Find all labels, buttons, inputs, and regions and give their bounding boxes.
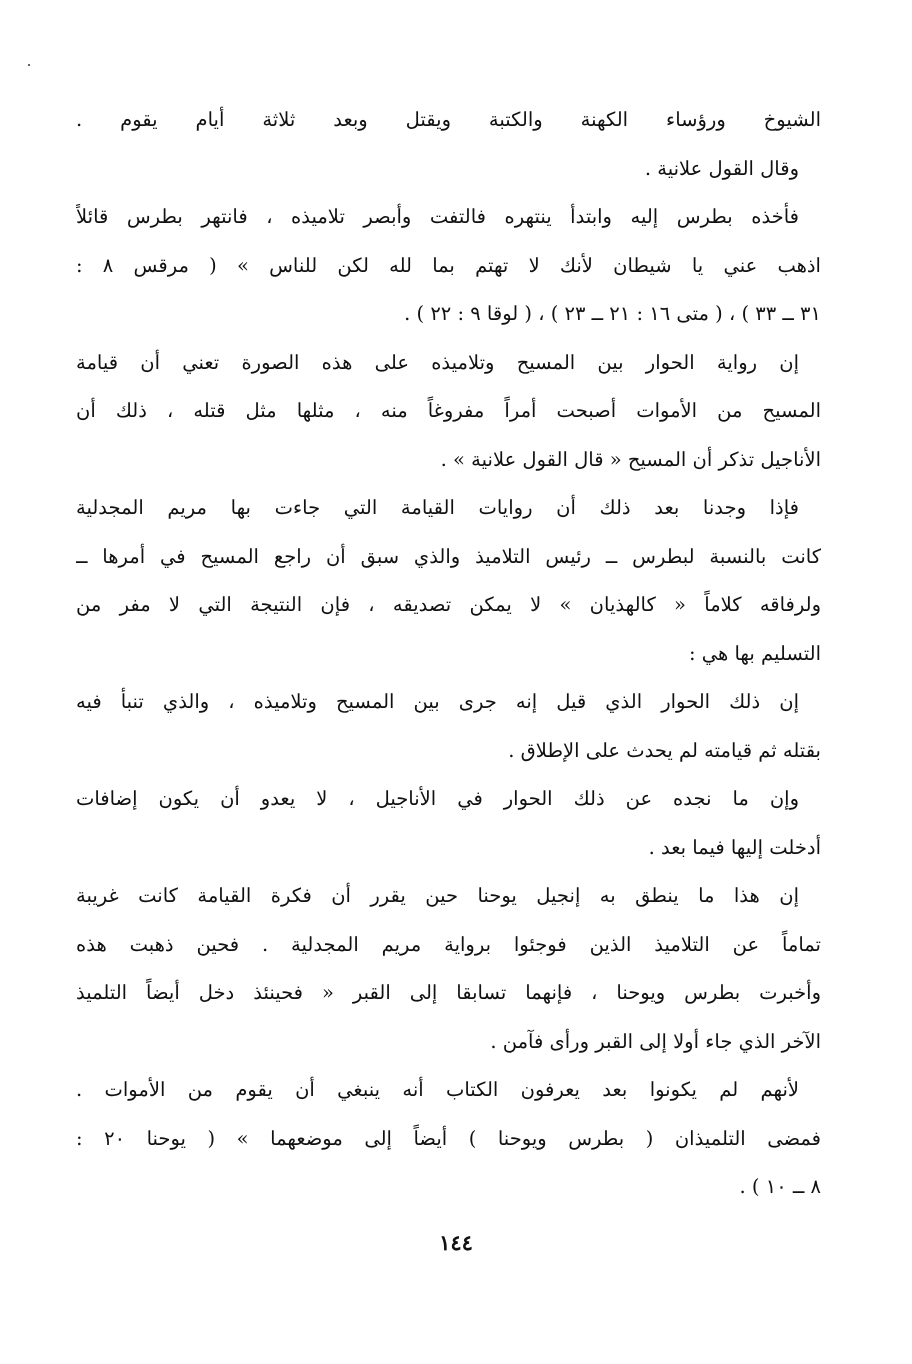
text-line: ٨ ــ ١٠ ) . (739, 1175, 821, 1198)
text-line: الآخر الذي جاء أولا إلى القبر ورأى فآمن . (490, 1029, 821, 1053)
text-line: وأخبرت بطرس ويوحنا ، فإنهما تسابقا إلى القبر « فحينئذ دخل أيضاً التلميذ (76, 981, 821, 1004)
text-line: وقال القول علانية . (644, 156, 799, 180)
text-line: لأنهم لم يكونوا بعد يعرفون الكتاب أنه ينبغي أن يقوم من الأموات . (76, 1078, 799, 1101)
text-line: كانت بالنسبة لبطرس ــ رئيس التلاميذ والذي سبق أن راجع المسيح في أمرها ــ (76, 544, 821, 568)
scan-speck (28, 64, 30, 66)
text-line: التسليم بها هي : (688, 641, 821, 665)
body-text (76, 96, 821, 1212)
text-line: وإن ما نجده عن ذلك الحوار في الأناجيل ، لا يعدو أن يكون إضافات (76, 787, 799, 810)
text-line: المسيح من الأموات أصبحت أمراً مفروغاً منه ، مثلها مثل قتله ، ذلك أن (76, 399, 821, 422)
text-line: إن ذلك الحوار الذي قيل إنه جرى بين المسيح وتلاميذه ، والذي تنبأ فيه (76, 690, 799, 713)
page-number: ١٤٤ (439, 1230, 473, 1255)
text-line: تماماً عن التلاميذ الذين فوجئوا برواية مريم المجدلية . فحين ذهبت هذه (76, 932, 821, 956)
text-line: الأناجيل تذكر أن المسيح « قال القول علانية » . (440, 447, 821, 471)
text-line: الشيوخ ورؤساء الكهنة والكتبة ويقتل وبعد ثلاثة أيام يقوم . (76, 108, 821, 131)
text-line: ولرفاقه كلاماً « كالهذيان » لا يمكن تصديقه ، فإن النتيجة التي لا مفر من (76, 593, 821, 616)
text-line: فأخذه بطرس إليه وابتدأ ينتهره فالتفت وأبصر تلاميذه ، فانتهر بطرس قائلاً (76, 205, 799, 228)
text-line: فمضى التلميذان ( بطرس ويوحنا ) أيضاً إلى موضعهما » ( يوحنا ٢٠ : (76, 1126, 821, 1150)
text-line: فإذا وجدنا بعد ذلك أن روايات القيامة التي جاءت بها مريم المجدلية (76, 496, 799, 519)
text-line: إن هذا ما ينطق به إنجيل يوحنا حين يقرر أن فكرة القيامة كانت غريبة (76, 884, 799, 907)
text-line: اذهب عني يا شيطان لأنك لا تهتم بما لله لكن للناس » ( مرقس ٨ : (76, 253, 821, 277)
text-line: أدخلت إليها فيما بعد . (648, 835, 821, 859)
text-line: إن رواية الحوار بين المسيح وتلاميذه على هذه الصورة تعني أن قيامة (76, 350, 799, 374)
text-line: بقتله ثم قيامته لم يحدث على الإطلاق . (508, 738, 821, 762)
text-line: ٣١ ــ ٣٣ ) ، ( متى ١٦ : ٢١ ــ ٢٣ ) ، ( لوقا ٩ : ٢٢ ) . (404, 302, 821, 325)
